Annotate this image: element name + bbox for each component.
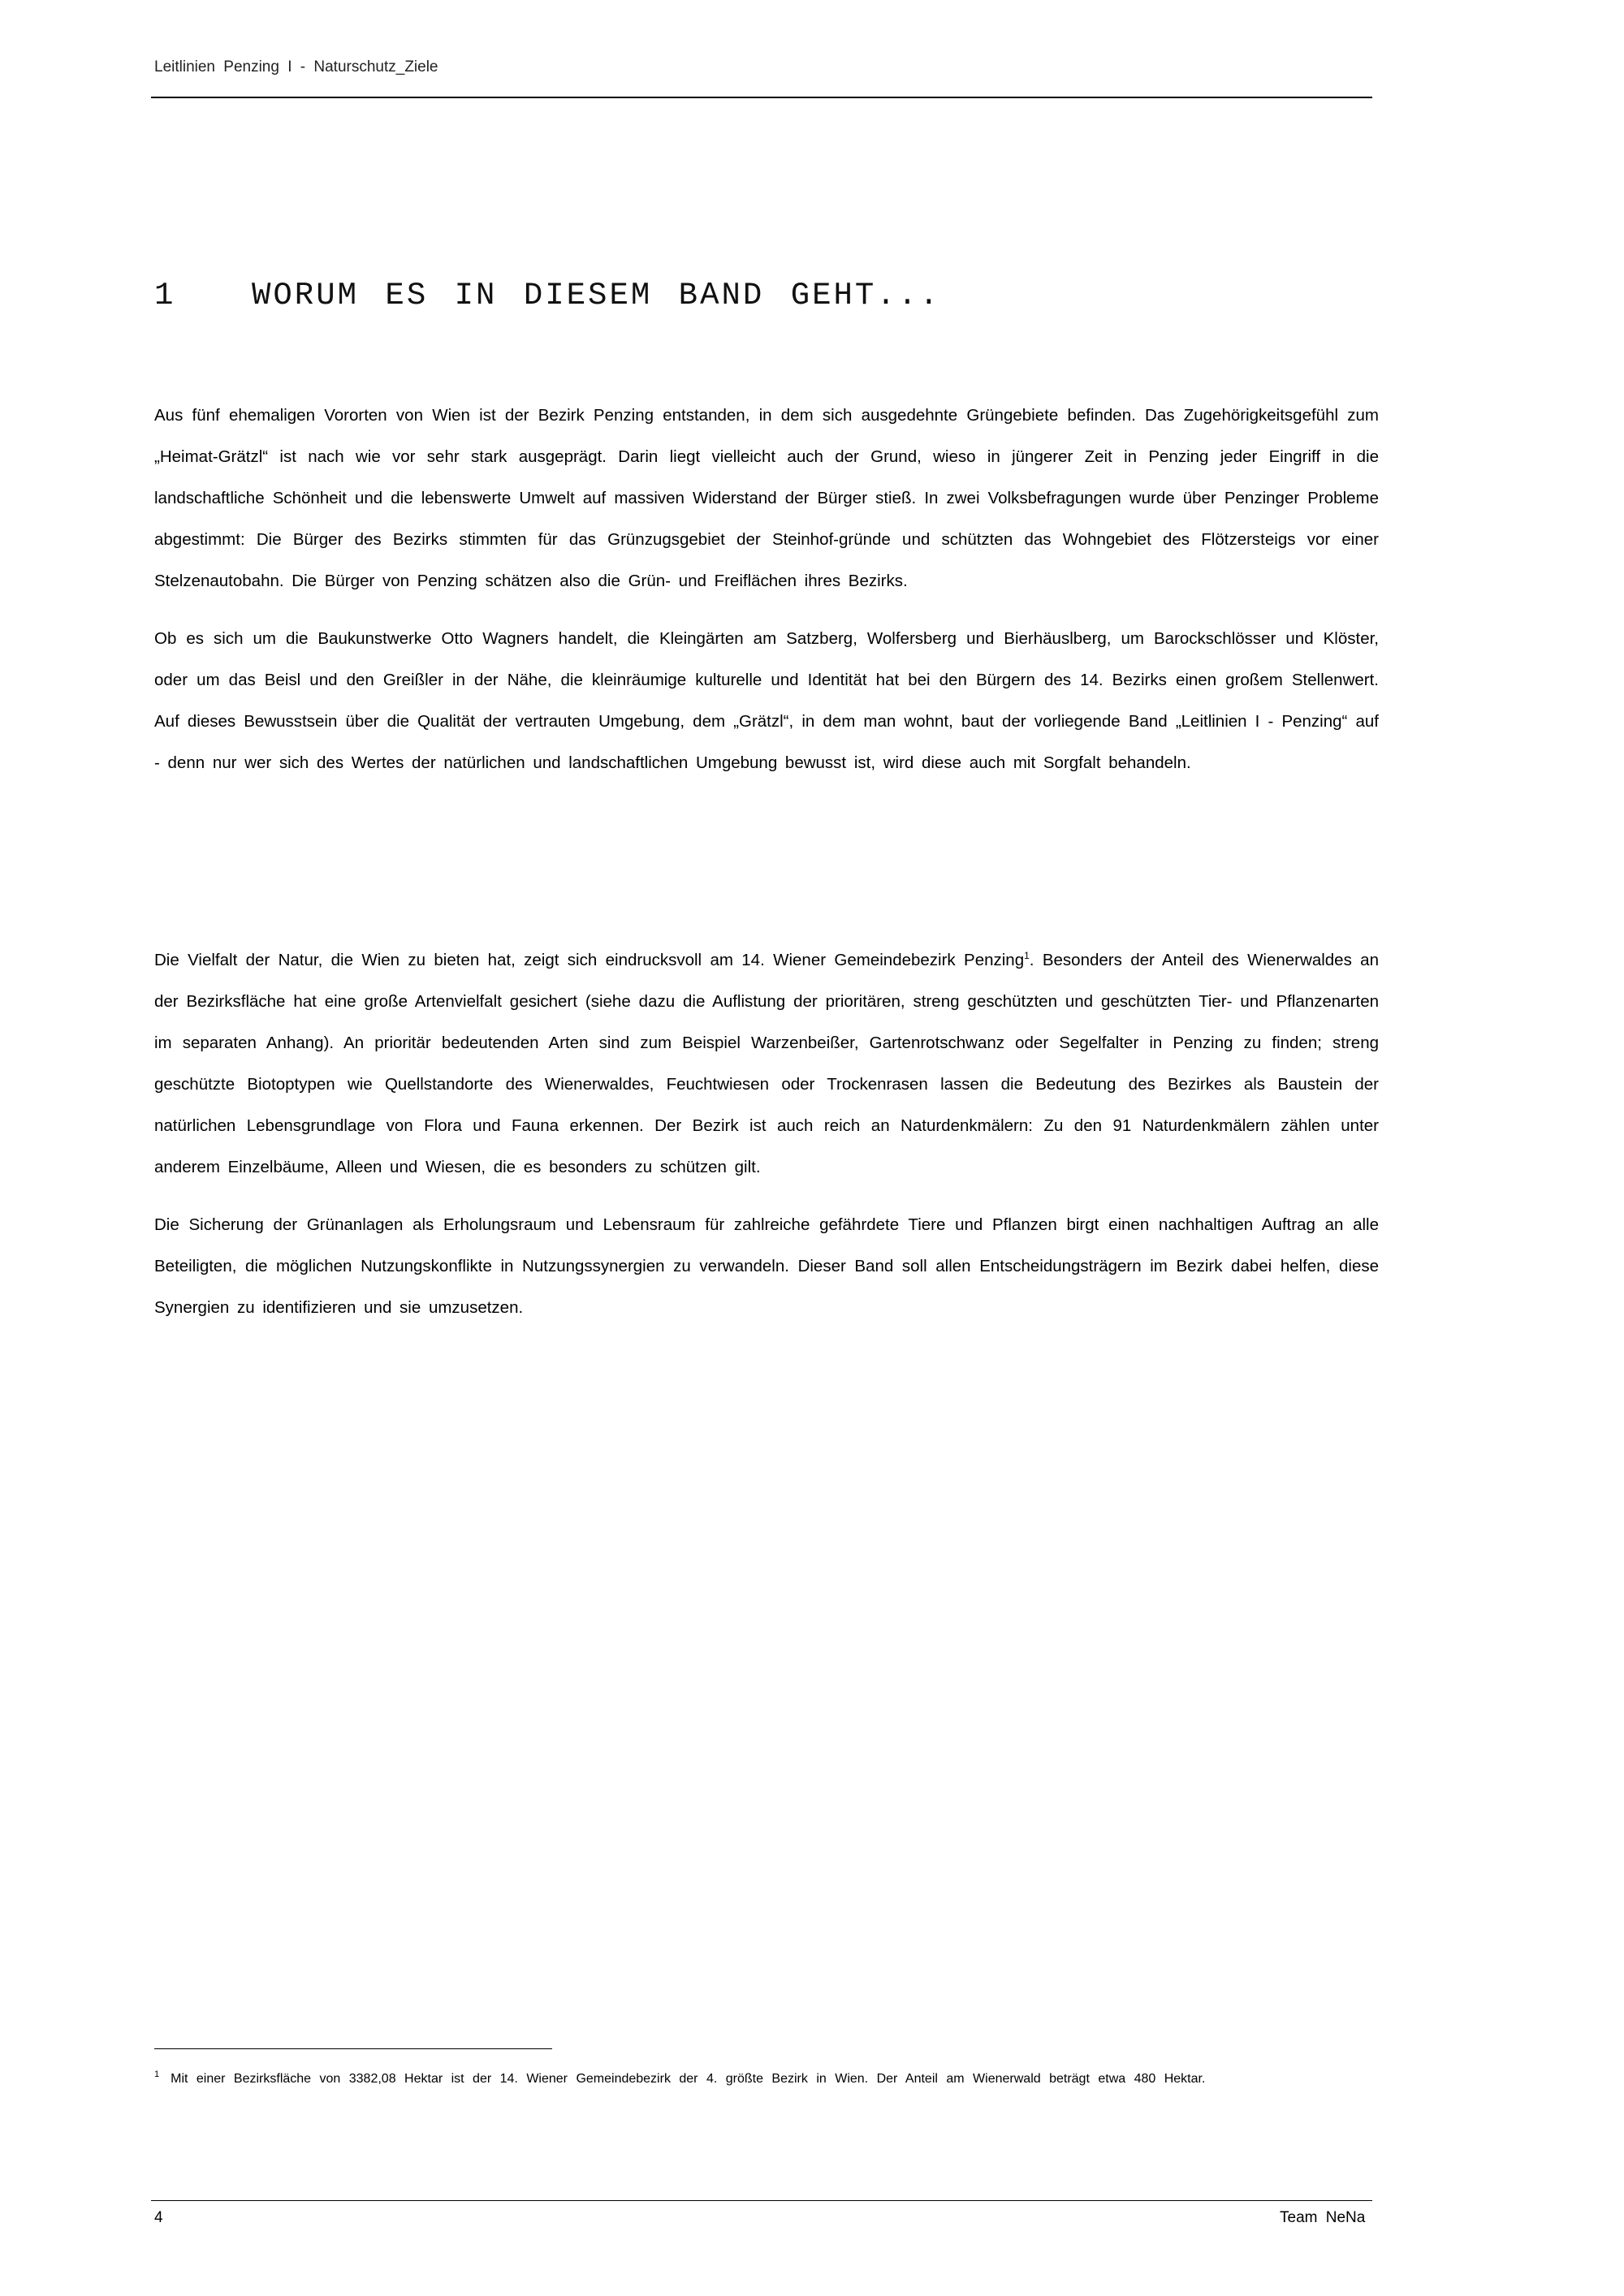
paragraph-nature-diversity-start: Die Vielfalt der Natur, die Wien zu bieten hat, zeigt sich eindrucksvoll am 14. Wiener Gemeindebezirk Penzing [154,951,1025,969]
text-block-nature [154,939,1379,1344]
running-header: Leitlinien Penzing I - Naturschutz_Ziele [154,58,438,76]
paragraph-nature-diversity [154,939,1379,1188]
section-title: WORUM ES IN DIESEM BAND GEHT... [252,278,941,313]
footnote-marker: 1 [154,2069,160,2079]
page-number: 4 [154,2209,163,2226]
footnote-text: Mit einer Bezirksfläche von 3382,08 Hektar ist der 14. Wiener Gemeindebezirk der 4. größte Bezirk in Wien. Der Anteil am Wienerwald beträgt etwa 480 Hektar. [171,2072,1206,2086]
paragraph-green-space-protection: Die Sicherung der Grünanlagen als Erholungsraum und Lebensraum für zahlreiche gefährdete Tiere und Pflanzen birgt einen nachhaltigen Auftrag an alle Beteiligten, die möglichen Nutzungskonflikte in Nutzungssynergien zu verwandeln. Dieser Band soll allen Entscheidungsträgern im Bezirk dabei helfen, diese Synergien zu identifizieren und sie umzusetzen. [154,1215,1379,1317]
footer-team: Team NeNa [1280,2209,1366,2226]
paragraph-penzing-origins: Aus fünf ehemaligen Vororten von Wien ist der Bezirk Penzing entstanden, in dem sich ausgedehnte Grüngebiete befinden. Das Zugehörigkeitsgefühl zum „Heimat-Grätzl“ ist nach wie vor sehr stark ausgeprägt. Darin liegt vielleicht auch der Grund, wieso in jüngerer Zeit in Penzing jeder Eingriff in die landschaftliche Schönheit und die lebenswerte Umwelt auf massiven Widerstand der Bürger stieß. In zwei Volksbefragungen wurde über Penzinger Probleme abgestimmt: Die Bürger des Bezirks stimmten für das Grünzugsgebiet der Steinhof-gründe und schützten das Wohngebiet des Flötzersteigs vor einer Stelzenautobahn. Die Bürger von Penzing schätzen also die Grün- und Freiflächen ihres Bezirks. [154,406,1379,590]
footnote [154,2069,1205,2087]
header-divider [151,97,1372,98]
text-block-intro [154,395,1379,800]
paragraph-nature-diversity-rest: . Besonders der Anteil des Wienerwaldes an der Bezirksfläche hat eine große Artenvielfalt gesichert (siehe dazu die Auflistung der prioritären, streng geschützten und geschützten Tier- und Pflanzenarten im separaten Anhang). An prioritär bedeutenden Arten sind zum Beispiel Warzenbeißer, Gartenrotschwanz oder Segelfalter in Penzing zu finden; streng geschützte Biotoptypen wie Quellstandorte des Wienerwaldes, Feuchtwiesen oder Trockenrasen lassen die Bedeutung des Bezirkes als Baustein der natürlichen Lebensgrundlage von Flora und Fauna erkennen. Der Bezirk ist auch reich an Naturdenkmälern: Zu den 91 Naturdenkmälern zählen unter anderem Einzelbäume, Alleen und Wiesen, die es besonders zu schützen gilt. [154,951,1379,1176]
section-heading [154,278,941,313]
paragraph-local-identity: Ob es sich um die Baukunstwerke Otto Wagners handelt, die Kleingärten am Satzberg, Wolfersberg und Bierhäuslberg, um Barockschlösser und Klöster, oder um das Beisl und den Greißler in der Nähe, die kleinräumige kulturelle und Identität hat bei den Bürgern des 14. Bezirks einen großem Stellenwert. Auf dieses Bewusstsein über die Qualität der vertrauten Umgebung, dem „Grätzl“, in dem man wohnt, baut der vorliegende Band „Leitlinien I - Penzing“ auf - denn nur wer sich des Wertes der natürlichen und landschaftlichen Umgebung bewusst ist, wird diese auch mit Sorgfalt behandeln. [154,629,1379,772]
footnote-divider [154,2048,552,2049]
footnote-reference[interactable]: 1 [1024,950,1030,961]
footer-divider [151,2200,1372,2201]
section-number: 1 [154,278,176,313]
